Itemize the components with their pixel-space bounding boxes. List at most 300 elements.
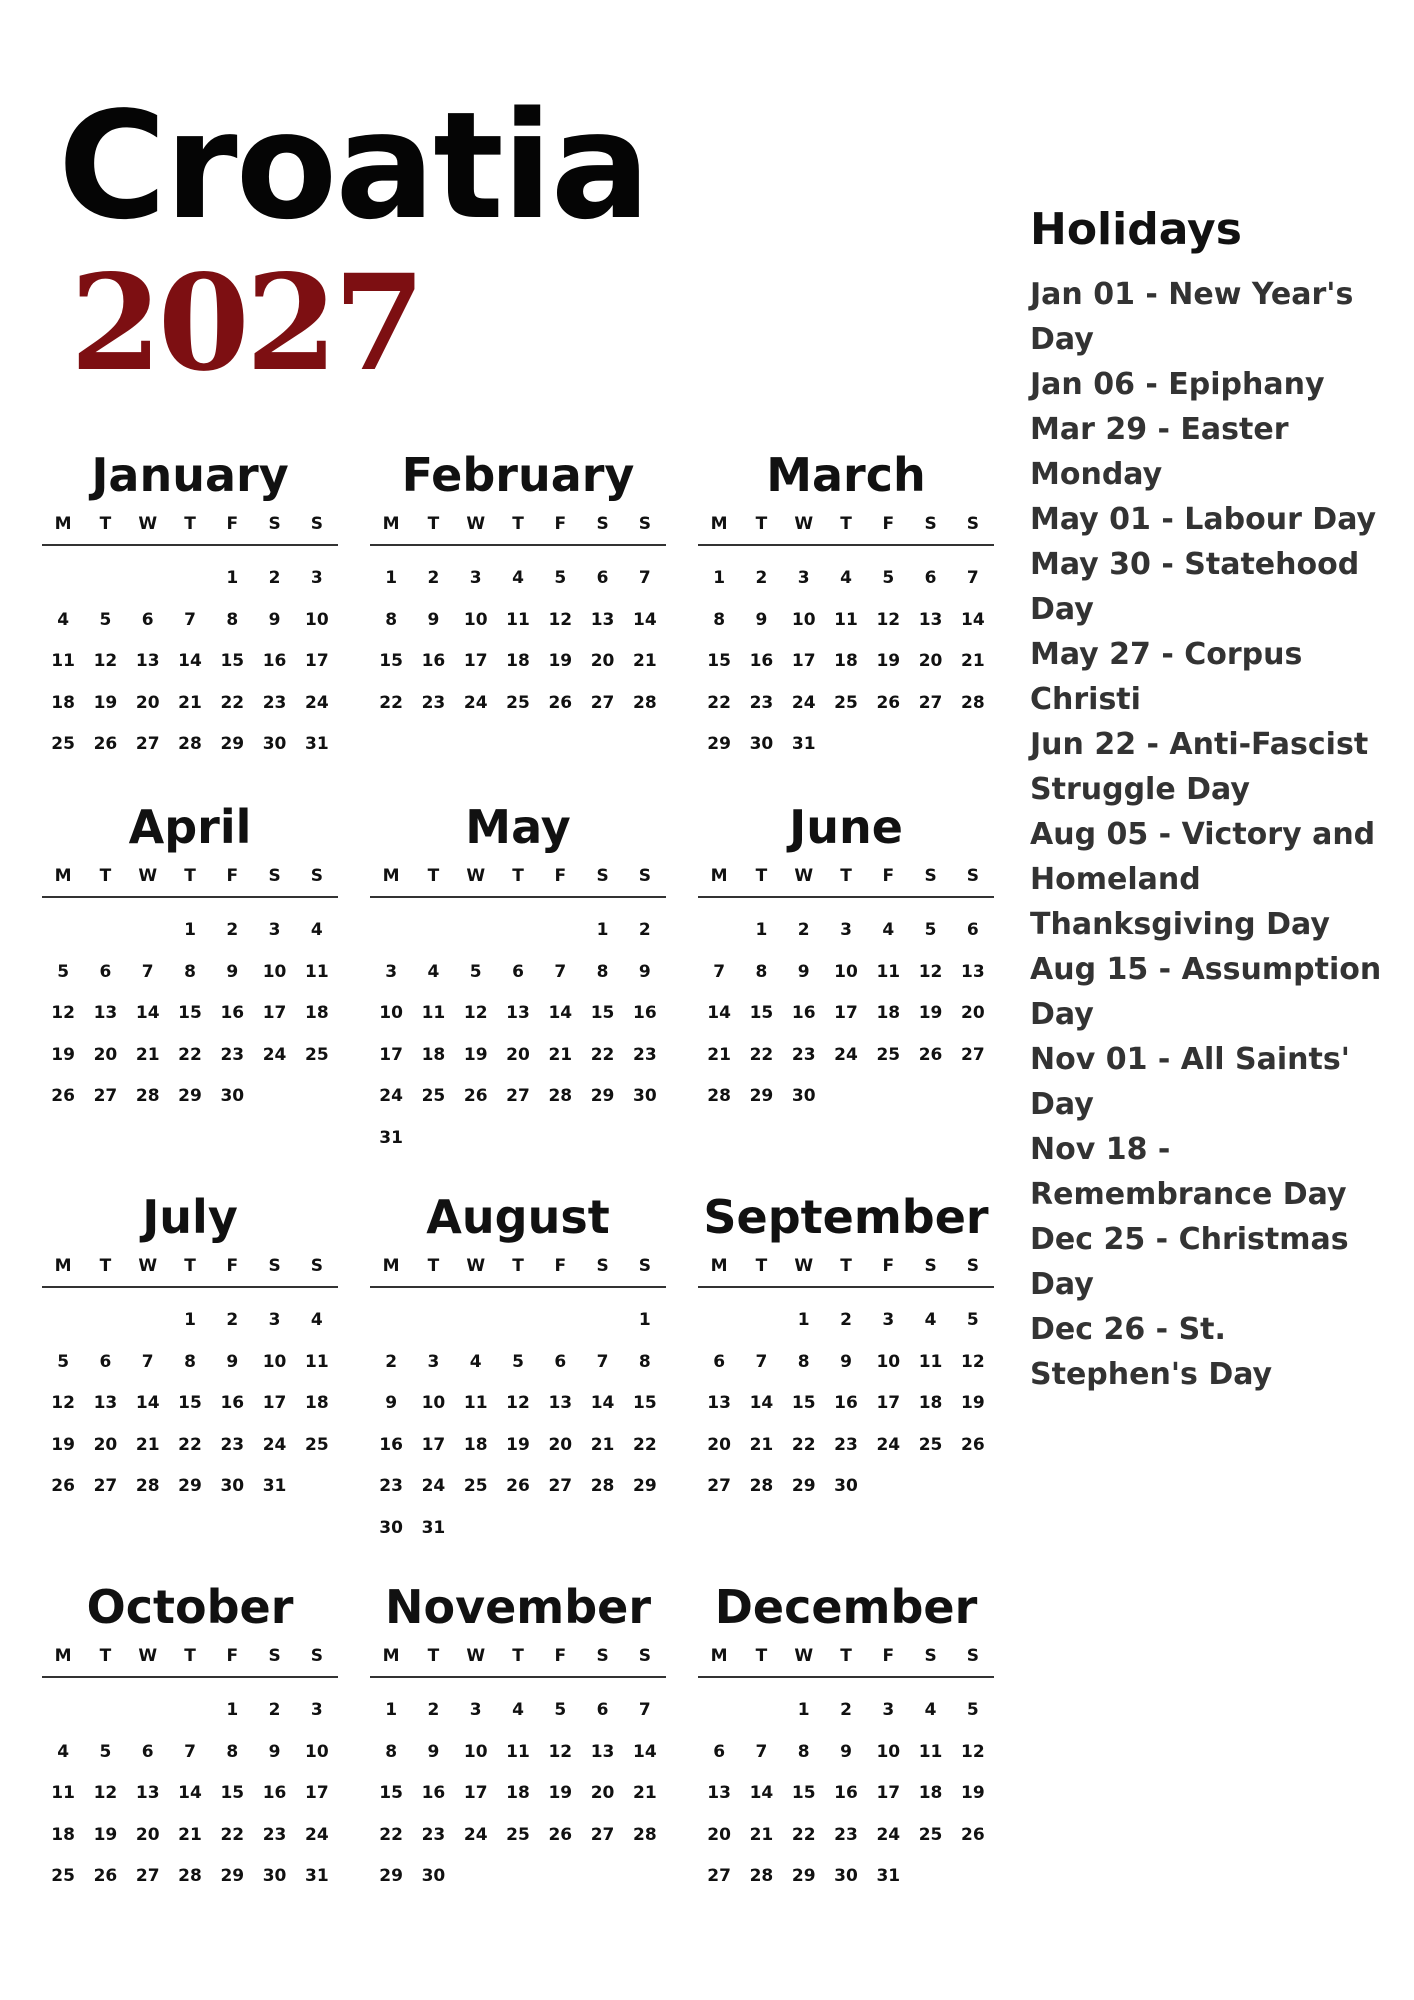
- day-cell: 27: [707, 1866, 731, 1886]
- day-cell: 3: [840, 920, 852, 940]
- day-cell: 4: [882, 920, 895, 940]
- day-cell: 4: [840, 568, 852, 588]
- month-january: [42, 448, 338, 766]
- day-cell: 9: [638, 961, 651, 982]
- day-cell: 18: [918, 1783, 943, 1803]
- weekday-label: T: [512, 1256, 524, 1276]
- day-cell: 26: [51, 1476, 75, 1496]
- day-cell: 6: [141, 1741, 154, 1762]
- day-cell: 10: [379, 1003, 403, 1023]
- day-cell: 13: [548, 1393, 573, 1413]
- weekday-label: S: [924, 1256, 937, 1276]
- weekday-label: S: [310, 514, 323, 534]
- day-cell: 10: [463, 609, 488, 630]
- weekday-header: [42, 1646, 338, 1678]
- day-cell: 2: [226, 920, 239, 940]
- day-grid: [370, 1690, 666, 1898]
- day-cell: 22: [749, 1044, 774, 1065]
- day-cell: 6: [966, 920, 979, 940]
- day-cell: 28: [633, 1824, 657, 1845]
- day-grid: [698, 558, 994, 766]
- day-cell: 1: [385, 1700, 398, 1720]
- day-cell: 27: [918, 692, 943, 713]
- day-cell: 13: [93, 1393, 118, 1413]
- day-cell: 19: [876, 651, 901, 671]
- day-cell: 3: [268, 920, 281, 940]
- day-cell: 22: [707, 692, 731, 713]
- holiday-item: Dec 26 - St. Stephen's Day: [1030, 1312, 1273, 1392]
- holiday-item: May 30 - Statehood Day: [1030, 547, 1360, 627]
- day-cell: 24: [421, 1476, 446, 1496]
- month-name: July: [142, 1190, 238, 1244]
- day-cell: 15: [379, 651, 403, 671]
- day-cell: 3: [469, 1700, 482, 1720]
- weekday-label: F: [882, 866, 895, 886]
- day-cell: 30: [262, 734, 287, 754]
- day-cell: 12: [506, 1393, 530, 1413]
- weekday-label: S: [638, 1256, 651, 1276]
- day-cell: 22: [220, 692, 245, 713]
- day-cell: 25: [834, 692, 858, 713]
- day-cell: 9: [840, 1741, 852, 1762]
- day-cell: 5: [554, 1700, 567, 1720]
- day-cell: 6: [713, 1351, 726, 1372]
- day-cell: 10: [463, 1741, 488, 1762]
- day-cell: 12: [876, 609, 901, 630]
- holiday-item: May 01 - Labour Day: [1030, 502, 1377, 537]
- day-cell: 28: [135, 1086, 160, 1106]
- day-cell: 2: [755, 568, 768, 588]
- month-february: [370, 448, 666, 724]
- day-cell: 10: [834, 961, 858, 982]
- month-march: [698, 448, 994, 766]
- weekday-label: F: [882, 1256, 895, 1276]
- day-cell: 13: [707, 1783, 731, 1803]
- weekday-label: S: [268, 1646, 281, 1666]
- day-cell: 24: [463, 1824, 488, 1845]
- weekday-header: [370, 514, 666, 546]
- day-cell: 20: [918, 651, 943, 671]
- day-cell: 4: [924, 1700, 937, 1720]
- month-name: August: [426, 1190, 610, 1244]
- month-september: [698, 1190, 994, 1508]
- day-cell: 6: [99, 1351, 112, 1372]
- holiday-item: Jun 22 - Anti-Fascist Struggle Day: [1030, 727, 1369, 807]
- day-cell: 1: [713, 568, 726, 588]
- day-cell: 11: [463, 1393, 488, 1413]
- day-cell: 9: [427, 609, 440, 630]
- day-cell: 25: [876, 1044, 901, 1065]
- day-cell: 29: [220, 734, 245, 754]
- day-cell: 16: [220, 1003, 245, 1023]
- day-cell: 24: [876, 1824, 901, 1845]
- day-cell: 6: [924, 568, 937, 588]
- weekday-label: W: [794, 1646, 814, 1666]
- day-cell: 22: [220, 1824, 245, 1845]
- day-grid: [42, 558, 338, 766]
- weekday-label: S: [268, 514, 281, 534]
- weekday-label: M: [382, 866, 400, 886]
- day-grid: [370, 558, 666, 724]
- day-cell: 27: [590, 692, 615, 713]
- day-cell: 31: [305, 1866, 329, 1886]
- day-cell: 19: [93, 1824, 118, 1845]
- day-cell: 14: [178, 1783, 202, 1803]
- day-cell: 24: [262, 1044, 287, 1065]
- country-title: Croatia: [58, 80, 649, 252]
- day-cell: 9: [268, 1741, 281, 1762]
- day-cell: 17: [463, 1783, 488, 1803]
- day-cell: 21: [178, 1824, 202, 1845]
- weekday-label: T: [512, 1646, 524, 1666]
- day-cell: 19: [506, 1434, 530, 1455]
- day-cell: 11: [305, 961, 329, 982]
- day-cell: 8: [713, 609, 726, 630]
- weekday-header: [698, 866, 994, 898]
- day-grid: [698, 1690, 994, 1898]
- day-cell: 26: [961, 1434, 985, 1455]
- day-cell: 2: [638, 920, 651, 940]
- day-cell: 20: [590, 1783, 615, 1803]
- day-cell: 6: [596, 1700, 609, 1720]
- day-cell: 27: [548, 1476, 573, 1496]
- day-cell: 18: [305, 1393, 329, 1413]
- day-cell: 10: [262, 1351, 287, 1372]
- day-cell: 29: [791, 1866, 816, 1886]
- day-cell: 1: [797, 1700, 810, 1720]
- day-cell: 16: [421, 1783, 446, 1803]
- month-name: September: [703, 1190, 989, 1244]
- weekday-label: T: [427, 1646, 440, 1666]
- day-cell: 19: [548, 1783, 573, 1803]
- weekday-label: F: [554, 866, 567, 886]
- day-cell: 17: [262, 1003, 287, 1023]
- day-cell: 8: [385, 1741, 398, 1762]
- weekday-label: M: [382, 514, 400, 534]
- weekday-label: M: [54, 1256, 72, 1276]
- weekday-label: M: [54, 866, 72, 886]
- day-cell: 1: [596, 920, 609, 940]
- day-cell: 29: [707, 734, 731, 754]
- day-cell: 8: [184, 1351, 196, 1372]
- day-cell: 30: [834, 1866, 858, 1886]
- day-cell: 14: [548, 1003, 573, 1023]
- day-cell: 17: [305, 651, 329, 671]
- day-cell: 14: [135, 1003, 160, 1023]
- weekday-label: F: [554, 1256, 567, 1276]
- day-cell: 13: [93, 1003, 118, 1023]
- weekday-label: W: [466, 866, 486, 886]
- day-cell: 15: [178, 1393, 202, 1413]
- day-cell: 5: [99, 1741, 112, 1762]
- day-cell: 30: [421, 1866, 446, 1886]
- day-grid: [42, 1690, 338, 1898]
- weekday-header: [370, 1646, 666, 1678]
- day-cell: 20: [590, 651, 615, 671]
- day-cell: 21: [633, 1783, 657, 1803]
- day-cell: 20: [93, 1044, 118, 1065]
- day-cell: 14: [961, 609, 985, 630]
- day-cell: 23: [633, 1044, 657, 1065]
- weekday-label: T: [755, 866, 768, 886]
- weekday-header: [370, 866, 666, 898]
- day-cell: 11: [918, 1741, 943, 1762]
- day-cell: 4: [469, 1351, 482, 1372]
- day-cell: 7: [638, 1700, 651, 1720]
- day-cell: 22: [178, 1044, 202, 1065]
- day-cell: 3: [469, 568, 482, 588]
- day-cell: 28: [749, 1476, 774, 1496]
- day-cell: 24: [379, 1086, 403, 1106]
- day-cell: 26: [876, 692, 901, 713]
- day-cell: 15: [749, 1003, 774, 1023]
- day-cell: 23: [421, 692, 446, 713]
- weekday-label: F: [882, 514, 895, 534]
- weekday-label: T: [840, 514, 852, 534]
- day-cell: 4: [310, 1310, 323, 1330]
- day-cell: 21: [961, 651, 985, 671]
- day-cell: 28: [548, 1086, 573, 1106]
- day-cell: 7: [554, 961, 567, 982]
- day-cell: 26: [506, 1476, 530, 1496]
- day-cell: 11: [834, 609, 858, 630]
- day-cell: 20: [506, 1044, 530, 1065]
- day-cell: 7: [755, 1741, 768, 1762]
- weekday-label: S: [638, 514, 651, 534]
- weekday-label: W: [794, 1256, 814, 1276]
- day-cell: 26: [93, 734, 118, 754]
- day-cell: 23: [220, 1434, 245, 1455]
- day-cell: 30: [834, 1476, 858, 1496]
- day-cell: 27: [707, 1476, 731, 1496]
- weekday-label: S: [966, 1646, 979, 1666]
- day-cell: 6: [596, 568, 609, 588]
- weekday-label: T: [427, 866, 440, 886]
- weekday-label: S: [310, 1256, 323, 1276]
- day-cell: 3: [882, 1310, 895, 1330]
- day-cell: 18: [51, 692, 75, 713]
- day-cell: 23: [749, 692, 774, 713]
- day-cell: 12: [548, 1741, 573, 1762]
- day-grid: [42, 910, 338, 1118]
- day-cell: 1: [184, 1310, 196, 1330]
- day-cell: 9: [226, 1351, 239, 1372]
- day-cell: 12: [918, 961, 943, 982]
- day-cell: 21: [633, 651, 657, 671]
- day-cell: 2: [427, 568, 440, 588]
- weekday-label: S: [638, 866, 651, 886]
- day-grid: [370, 910, 666, 1159]
- weekday-label: T: [512, 866, 524, 886]
- day-cell: 3: [310, 1700, 323, 1720]
- day-cell: 17: [876, 1393, 901, 1413]
- weekday-label: T: [755, 514, 768, 534]
- weekday-label: T: [99, 1646, 112, 1666]
- day-cell: 18: [506, 1783, 530, 1803]
- weekday-label: S: [596, 866, 609, 886]
- day-cell: 25: [918, 1434, 943, 1455]
- day-cell: 1: [797, 1310, 810, 1330]
- holiday-item: Jan 06 - Epiphany: [1030, 367, 1325, 402]
- holiday-item: Mar 29 - Easter Monday: [1030, 412, 1289, 492]
- day-cell: 5: [966, 1700, 979, 1720]
- day-cell: 14: [749, 1393, 774, 1413]
- day-cell: 7: [141, 1351, 154, 1372]
- day-cell: 11: [506, 609, 530, 630]
- day-cell: 1: [226, 1700, 239, 1720]
- weekday-label: F: [554, 514, 567, 534]
- day-cell: 16: [749, 651, 774, 671]
- day-cell: 5: [512, 1351, 524, 1372]
- weekday-label: S: [924, 866, 937, 886]
- day-grid: [698, 1300, 994, 1508]
- day-cell: 23: [791, 1044, 816, 1065]
- day-cell: 17: [791, 651, 816, 671]
- day-cell: 15: [590, 1003, 615, 1023]
- month-june: [698, 800, 994, 1118]
- day-cell: 3: [310, 568, 323, 588]
- day-cell: 19: [51, 1044, 75, 1065]
- day-cell: 4: [427, 961, 440, 982]
- day-cell: 19: [918, 1003, 943, 1023]
- weekday-label: T: [840, 1646, 852, 1666]
- day-cell: 13: [918, 609, 943, 630]
- day-cell: 26: [548, 1824, 573, 1845]
- day-cell: 11: [421, 1003, 446, 1023]
- month-july: [42, 1190, 338, 1508]
- weekday-label: F: [226, 514, 239, 534]
- day-cell: 21: [135, 1434, 160, 1455]
- day-cell: 19: [961, 1783, 985, 1803]
- day-cell: 22: [633, 1434, 657, 1455]
- day-cell: 14: [633, 609, 657, 630]
- day-cell: 28: [178, 734, 202, 754]
- weekday-label: S: [596, 1646, 609, 1666]
- weekday-label: T: [184, 866, 196, 886]
- weekday-label: S: [924, 1646, 937, 1666]
- holiday-item: May 27 - Corpus Christi: [1030, 637, 1303, 717]
- weekday-label: S: [966, 514, 979, 534]
- day-cell: 5: [882, 568, 895, 588]
- day-cell: 15: [707, 651, 731, 671]
- day-cell: 19: [961, 1393, 985, 1413]
- day-cell: 11: [876, 961, 901, 982]
- day-cell: 24: [876, 1434, 901, 1455]
- day-cell: 8: [184, 961, 196, 982]
- day-cell: 25: [51, 1866, 75, 1886]
- day-cell: 28: [135, 1476, 160, 1496]
- day-cell: 13: [961, 961, 985, 982]
- day-cell: 25: [506, 1824, 530, 1845]
- day-cell: 16: [791, 1003, 816, 1023]
- day-cell: 16: [421, 651, 446, 671]
- day-cell: 5: [57, 961, 70, 982]
- day-cell: 18: [51, 1824, 75, 1845]
- day-cell: 8: [755, 961, 768, 982]
- day-cell: 28: [590, 1476, 615, 1496]
- weekday-label: S: [310, 866, 323, 886]
- day-cell: 27: [135, 1866, 160, 1886]
- day-cell: 1: [638, 1310, 651, 1330]
- day-cell: 14: [590, 1393, 615, 1413]
- day-cell: 16: [262, 1783, 287, 1803]
- day-cell: 5: [924, 920, 937, 940]
- day-cell: 20: [135, 692, 160, 713]
- month-may: [370, 800, 666, 1159]
- day-cell: 14: [707, 1003, 731, 1023]
- day-cell: 8: [638, 1351, 651, 1372]
- day-grid: [698, 910, 994, 1118]
- weekday-label: M: [710, 514, 728, 534]
- day-cell: 3: [882, 1700, 895, 1720]
- weekday-label: T: [99, 1256, 112, 1276]
- weekday-header: [42, 514, 338, 546]
- day-cell: 11: [51, 1783, 75, 1803]
- day-cell: 2: [226, 1310, 239, 1330]
- weekday-header: [370, 1256, 666, 1288]
- day-cell: 8: [226, 609, 239, 630]
- day-cell: 27: [590, 1824, 615, 1845]
- year-title: 2027: [70, 246, 422, 401]
- day-cell: 8: [797, 1741, 810, 1762]
- day-cell: 29: [749, 1086, 774, 1106]
- weekday-label: F: [226, 1646, 239, 1666]
- weekday-label: S: [638, 1646, 651, 1666]
- weekday-label: S: [268, 866, 281, 886]
- weekday-label: T: [840, 1256, 852, 1276]
- day-cell: 31: [791, 734, 816, 754]
- day-cell: 26: [961, 1824, 985, 1845]
- day-cell: 29: [633, 1476, 657, 1496]
- day-cell: 6: [512, 961, 524, 982]
- month-december: [698, 1580, 994, 1898]
- weekday-label: T: [184, 1256, 196, 1276]
- day-cell: 6: [713, 1741, 726, 1762]
- day-cell: 22: [590, 1044, 615, 1065]
- weekday-header: [698, 1646, 994, 1678]
- month-name: January: [91, 448, 289, 502]
- day-cell: 18: [463, 1434, 488, 1455]
- weekday-label: T: [184, 514, 196, 534]
- day-cell: 1: [226, 568, 239, 588]
- day-cell: 21: [590, 1434, 615, 1455]
- month-name: October: [86, 1580, 294, 1634]
- holiday-item: Nov 18 - Remembrance Day: [1030, 1132, 1347, 1212]
- month-name: February: [401, 448, 635, 502]
- weekday-label: T: [840, 866, 852, 886]
- day-cell: 7: [638, 568, 651, 588]
- day-cell: 2: [840, 1310, 852, 1330]
- day-cell: 26: [548, 692, 573, 713]
- day-cell: 2: [427, 1700, 440, 1720]
- month-name: April: [128, 800, 252, 854]
- day-cell: 16: [834, 1393, 858, 1413]
- weekday-label: M: [710, 1256, 728, 1276]
- day-cell: 17: [463, 651, 488, 671]
- weekday-label: T: [427, 1256, 440, 1276]
- day-cell: 27: [961, 1044, 985, 1065]
- day-cell: 16: [220, 1393, 245, 1413]
- weekday-label: F: [554, 1646, 567, 1666]
- weekday-label: W: [138, 514, 158, 534]
- day-cell: 10: [876, 1741, 901, 1762]
- day-cell: 8: [385, 609, 398, 630]
- day-cell: 7: [966, 568, 979, 588]
- month-name: December: [714, 1580, 978, 1634]
- day-cell: 15: [379, 1783, 403, 1803]
- day-cell: 8: [596, 961, 609, 982]
- day-cell: 23: [421, 1824, 446, 1845]
